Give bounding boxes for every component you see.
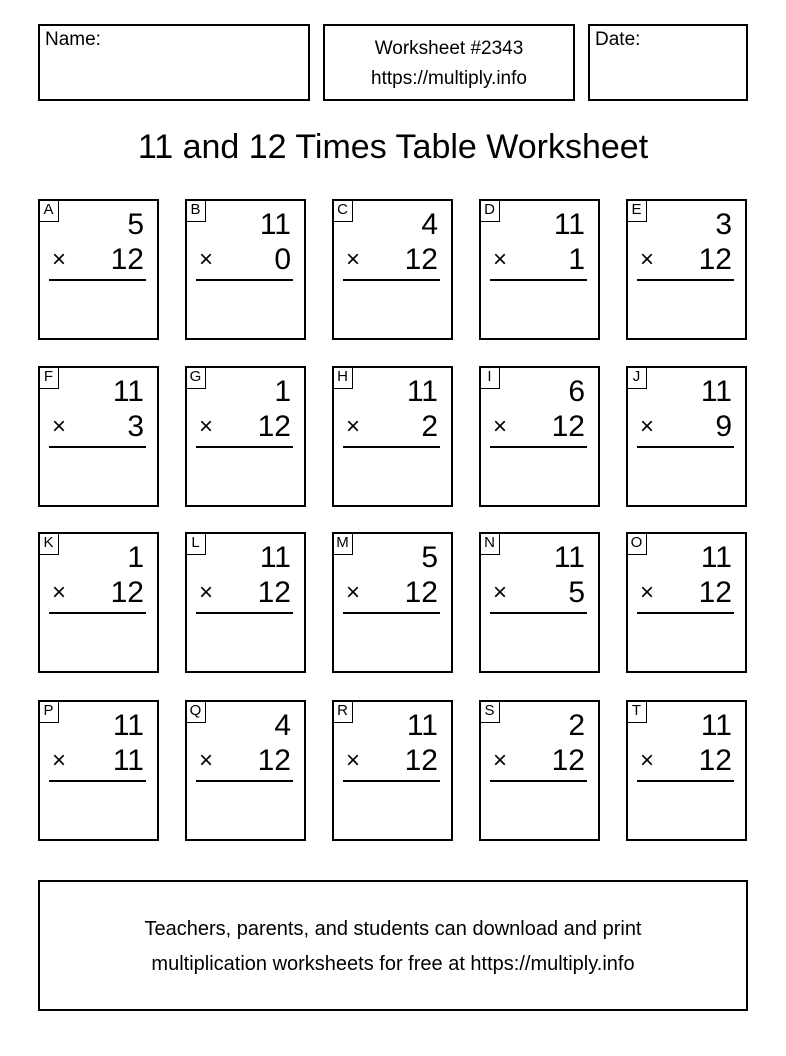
multiplicand: 3 xyxy=(715,208,732,241)
answer-line xyxy=(637,279,734,281)
multiplier: 12 xyxy=(551,744,585,777)
answer-line xyxy=(196,446,293,448)
times-sign: × xyxy=(493,413,508,440)
multiplier: 12 xyxy=(404,243,438,276)
problem-card[interactable] xyxy=(626,366,747,507)
multiplicand: 5 xyxy=(421,541,438,574)
problem-letter: F xyxy=(39,367,59,389)
multiplier: 5 xyxy=(568,576,585,609)
problem-letter: G xyxy=(186,367,206,389)
times-sign: × xyxy=(199,579,214,606)
problem-card[interactable] xyxy=(332,532,453,673)
times-sign: × xyxy=(493,579,508,606)
multiplier: 11 xyxy=(112,744,144,777)
multiplicand: 1 xyxy=(274,375,291,408)
answer-line xyxy=(490,446,587,448)
multiplicand: 11 xyxy=(700,541,732,574)
multiplicand: 11 xyxy=(553,208,585,241)
problem-card[interactable] xyxy=(38,700,159,841)
multiplier: 1 xyxy=(568,243,585,276)
problem-letter: H xyxy=(333,367,353,389)
footer-line-1: Teachers, parents, and students can download and print xyxy=(144,918,642,940)
problem-letter: E xyxy=(627,200,647,222)
multiplicand: 11 xyxy=(112,709,144,742)
times-sign: × xyxy=(493,246,508,273)
problem-letter: T xyxy=(627,701,647,723)
multiplier: 9 xyxy=(715,410,732,443)
multiplier: 12 xyxy=(698,744,732,777)
times-sign: × xyxy=(346,747,361,774)
multiplier: 12 xyxy=(698,576,732,609)
answer-line xyxy=(49,279,146,281)
worksheet-info-box xyxy=(323,24,575,101)
answer-line xyxy=(490,279,587,281)
problem-card[interactable] xyxy=(332,366,453,507)
problem-letter: N xyxy=(480,533,500,555)
multiplicand: 11 xyxy=(406,375,438,408)
problem-card[interactable] xyxy=(626,700,747,841)
multiplier: 12 xyxy=(110,243,144,276)
problem-card[interactable] xyxy=(332,199,453,340)
answer-line xyxy=(196,279,293,281)
worksheet-number: Worksheet #2343 xyxy=(374,38,524,59)
answer-line xyxy=(49,780,146,782)
times-sign: × xyxy=(52,747,67,774)
date-field[interactable] xyxy=(588,24,748,101)
multiplicand: 2 xyxy=(568,709,585,742)
problem-letter: C xyxy=(333,200,353,222)
multiplier: 12 xyxy=(698,243,732,276)
multiplicand: 11 xyxy=(553,541,585,574)
answer-line xyxy=(343,446,440,448)
problem-letter: A xyxy=(39,200,59,222)
multiplier: 12 xyxy=(257,744,291,777)
problem-letter: P xyxy=(39,701,59,723)
problem-letter: R xyxy=(333,701,353,723)
problem-letter: Q xyxy=(186,701,206,723)
answer-line xyxy=(196,612,293,614)
answer-line xyxy=(49,612,146,614)
multiplier: 3 xyxy=(127,410,144,443)
multiplier: 12 xyxy=(551,410,585,443)
problem-card[interactable] xyxy=(38,366,159,507)
multiplier: 12 xyxy=(257,410,291,443)
answer-line xyxy=(490,780,587,782)
answer-line xyxy=(490,612,587,614)
multiplicand: 4 xyxy=(274,709,291,742)
problem-letter: D xyxy=(480,200,500,222)
problem-card[interactable] xyxy=(185,700,306,841)
footer-box xyxy=(38,880,748,1011)
times-sign: × xyxy=(640,413,655,440)
times-sign: × xyxy=(199,246,214,273)
answer-line xyxy=(343,612,440,614)
problem-letter: K xyxy=(39,533,59,555)
problem-card[interactable] xyxy=(479,700,600,841)
problem-letter: I xyxy=(480,367,500,389)
multiplier: 12 xyxy=(110,576,144,609)
problem-card[interactable] xyxy=(185,366,306,507)
multiplicand: 5 xyxy=(127,208,144,241)
times-sign: × xyxy=(52,246,67,273)
problem-card[interactable] xyxy=(38,199,159,340)
page-title: 11 and 12 Times Table Worksheet xyxy=(137,128,649,166)
times-sign: × xyxy=(52,579,67,606)
answer-line xyxy=(196,780,293,782)
answer-line xyxy=(343,780,440,782)
problem-card[interactable] xyxy=(185,199,306,340)
problem-card[interactable] xyxy=(332,700,453,841)
answer-line xyxy=(343,279,440,281)
answer-line xyxy=(49,446,146,448)
times-sign: × xyxy=(199,747,214,774)
times-sign: × xyxy=(640,747,655,774)
problem-letter: L xyxy=(186,533,206,555)
multiplier: 12 xyxy=(404,744,438,777)
times-sign: × xyxy=(52,413,67,440)
problem-letter: J xyxy=(627,367,647,389)
problem-card[interactable] xyxy=(479,532,600,673)
times-sign: × xyxy=(640,246,655,273)
multiplicand: 11 xyxy=(406,709,438,742)
times-sign: × xyxy=(346,413,361,440)
answer-line xyxy=(637,612,734,614)
multiplier: 12 xyxy=(404,576,438,609)
problem-card[interactable] xyxy=(626,532,747,673)
multiplier: 12 xyxy=(257,576,291,609)
multiplicand: 4 xyxy=(421,208,438,241)
multiplicand: 6 xyxy=(568,375,585,408)
problem-letter: O xyxy=(627,533,647,555)
times-sign: × xyxy=(346,246,361,273)
times-sign: × xyxy=(640,579,655,606)
problem-letter: S xyxy=(480,701,500,723)
name-field[interactable] xyxy=(38,24,310,101)
multiplier: 0 xyxy=(274,243,291,276)
multiplicand: 11 xyxy=(700,709,732,742)
multiplier: 2 xyxy=(421,410,438,443)
answer-line xyxy=(637,446,734,448)
problem-card[interactable] xyxy=(626,199,747,340)
multiplicand: 11 xyxy=(259,208,291,241)
multiplicand: 1 xyxy=(127,541,144,574)
multiplicand: 11 xyxy=(259,541,291,574)
site-url: https://multiply.info xyxy=(371,68,527,89)
problem-card[interactable] xyxy=(479,199,600,340)
multiplicand: 11 xyxy=(700,375,732,408)
footer-line-2: multiplication worksheets for free at https://multiply.info xyxy=(151,953,635,975)
times-sign: × xyxy=(493,747,508,774)
times-sign: × xyxy=(199,413,214,440)
times-sign: × xyxy=(346,579,361,606)
problem-letter: B xyxy=(186,200,206,222)
problem-card[interactable] xyxy=(479,366,600,507)
problem-letter: M xyxy=(333,533,353,555)
answer-line xyxy=(637,780,734,782)
name-label: Name: xyxy=(45,29,101,50)
problem-card[interactable] xyxy=(38,532,159,673)
multiplicand: 11 xyxy=(112,375,144,408)
problem-card[interactable] xyxy=(185,532,306,673)
date-label: Date: xyxy=(595,29,641,50)
